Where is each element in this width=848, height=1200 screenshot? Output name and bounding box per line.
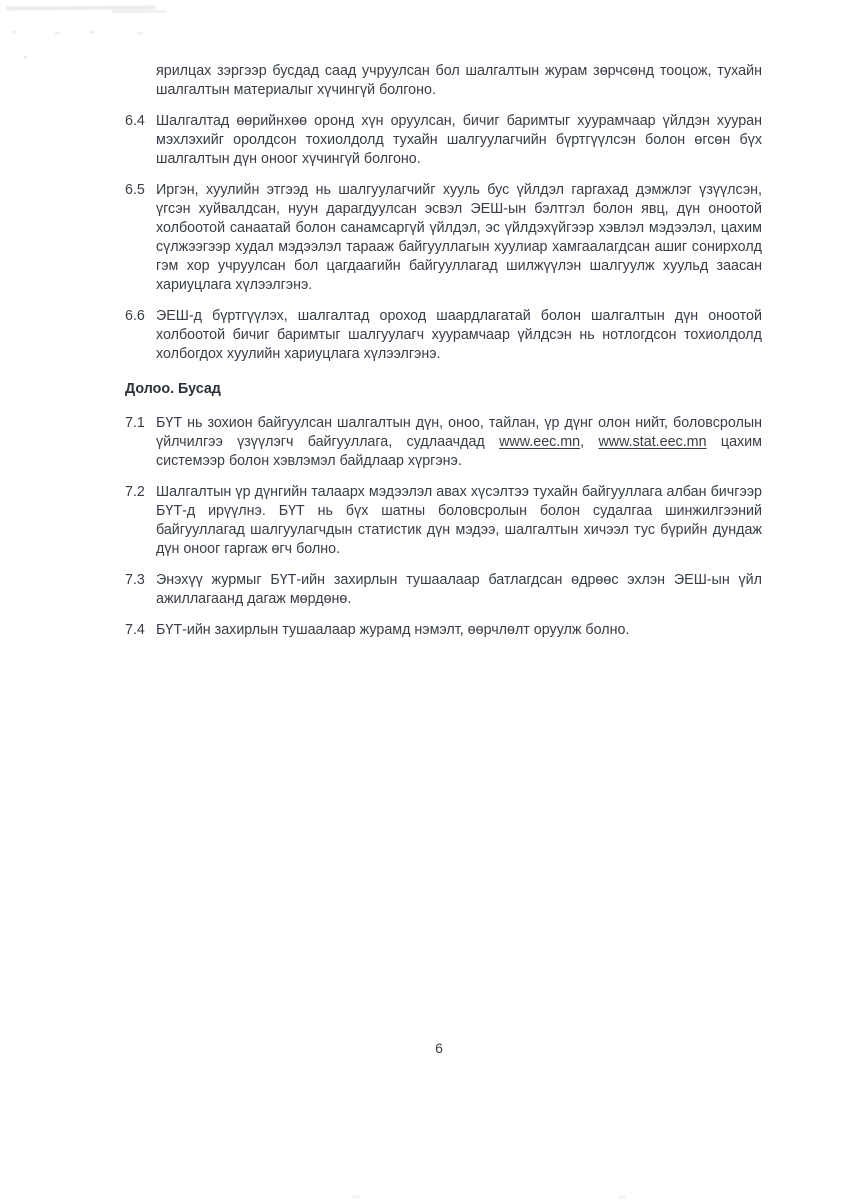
document-body xyxy=(125,62,762,652)
clause-text-segment: , xyxy=(580,434,599,450)
clause-number: 7.2 xyxy=(125,484,145,500)
clause-6-5 xyxy=(125,181,762,295)
clause-number: 7.3 xyxy=(125,572,145,588)
clause-number: 7.4 xyxy=(125,622,145,638)
clause-text: Шалгалтын үр дүнгийн талаарх мэдээлэл авах хүсэлтээ тухайн байгууллага албан бичгээр БҮТ-д ирүүлнэ. БҮТ нь бүх шатны боловсролын болон судалгаа шинжилгээний байгууллагад шалгуулагчдын статистик дүн мэдээ, шалгалтын хичээл тус бүрийн дундаж дүн оноог гаргаж өгч болно. xyxy=(156,484,762,557)
scan-artifact xyxy=(90,31,95,34)
scan-artifact xyxy=(55,32,60,35)
scan-artifact xyxy=(6,6,156,11)
scan-artifact xyxy=(137,32,142,35)
clause-number: 7.1 xyxy=(125,415,145,431)
scan-artifact xyxy=(24,56,27,59)
clause-text: Шалгалтад өөрийнхөө оронд хүн оруулсан, бичиг баримтыг хуурамчаар үйлдэн хууран мэхлэхийг оролдсон тохиолдолд тухайн шалгуулагчийн бүртгүүлсэн болон өгсөн бүх шалгалтын дүн оноог хүчингүй болгоно. xyxy=(156,113,762,167)
clause-7-4 xyxy=(125,621,762,640)
clause-text: Энэхүү журмыг БҮТ-ийн захирлын тушаалаар батлагдсан өдрөөс эхлэн ЭЕШ-ын үйл ажиллагаанд дагаж мөрдөнө. xyxy=(156,572,762,607)
clause-text-segment: цахим системээр болон хэвлэмэл байдлаар хүргэнэ. xyxy=(156,434,762,469)
clause-text: Иргэн, хуулийн этгээд нь шалгуулагчийг хууль бус үйлдэл гаргахад дэмжлэг үзүүлсэн, үгсэн хуйвалдсан, нуун дарагдуулсан эсвэл ЭЕШ-ын бэлтгэл болон явц, дүн оноотой холбоотой санаатай болон санамсаргүй үйлдэл, эс үйлдэхүйгээр хэвлэл мэдээлэл, цахим сүлжээгээр худал мэдээлэл тарааж байгууллагын хуулиар хамгаалагдсан ашиг сонирхолд гэм хор учруулсан бол цагдаагийн байгууллагад шилжүүлэн шалгуулж хуульд заасан хариуцлага хүлээлгэнэ. xyxy=(156,182,762,293)
clause-number: 6.5 xyxy=(125,182,145,198)
url-link-eec: www.eec.mn xyxy=(499,434,581,450)
clause-text: ЭЕШ-д бүртгүүлэх, шалгалтад ороход шаардлагатай болон шалгалтын дүн оноотой холбоотой бичиг баримтыг шалгуулагч хуурамчаар үйлдсэн нь нотлогдсон тохиолдолд холбогдох хуулийн хариуцлага хүлээлгэнэ. xyxy=(156,308,762,362)
clause-6-6 xyxy=(125,307,762,364)
clause-number: 6.6 xyxy=(125,308,145,324)
page-number: 6 xyxy=(435,1040,443,1056)
scan-artifact xyxy=(618,1195,626,1199)
clause-7-2 xyxy=(125,483,762,559)
clause-text-segment: БҮТ нь зохион байгуулсан шалгалтын дүн, оноо, тайлан, үр дүнг олон нийт, боловсролын үйлчилгээ үзүүлэгч байгууллага, судлаачдад xyxy=(156,415,762,450)
scan-artifact xyxy=(12,31,17,34)
clause-number: 6.4 xyxy=(125,113,145,129)
scan-artifact xyxy=(112,10,167,13)
clause-text: БҮТ-ийн захирлын тушаалаар журамд нэмэлт, өөрчлөлт оруулж болно. xyxy=(156,622,630,638)
url-link-stat-eec: www.stat.eec.mn xyxy=(598,434,707,450)
paragraph-continuation xyxy=(125,62,762,100)
section-heading: Долоо. Бусад xyxy=(125,381,221,397)
paragraph-text: ярилцах зэргээр бусдад саад учруулсан бол шалгалтын журам зөрчсөнд тооцож, тухайн шалгалтын материалыг хүчингүй болгоно. xyxy=(156,63,762,98)
clause-6-4 xyxy=(125,112,762,169)
scan-artifact xyxy=(352,1195,360,1199)
clause-7-3 xyxy=(125,571,762,609)
clause-text xyxy=(156,415,762,469)
clause-7-1 xyxy=(125,414,762,471)
